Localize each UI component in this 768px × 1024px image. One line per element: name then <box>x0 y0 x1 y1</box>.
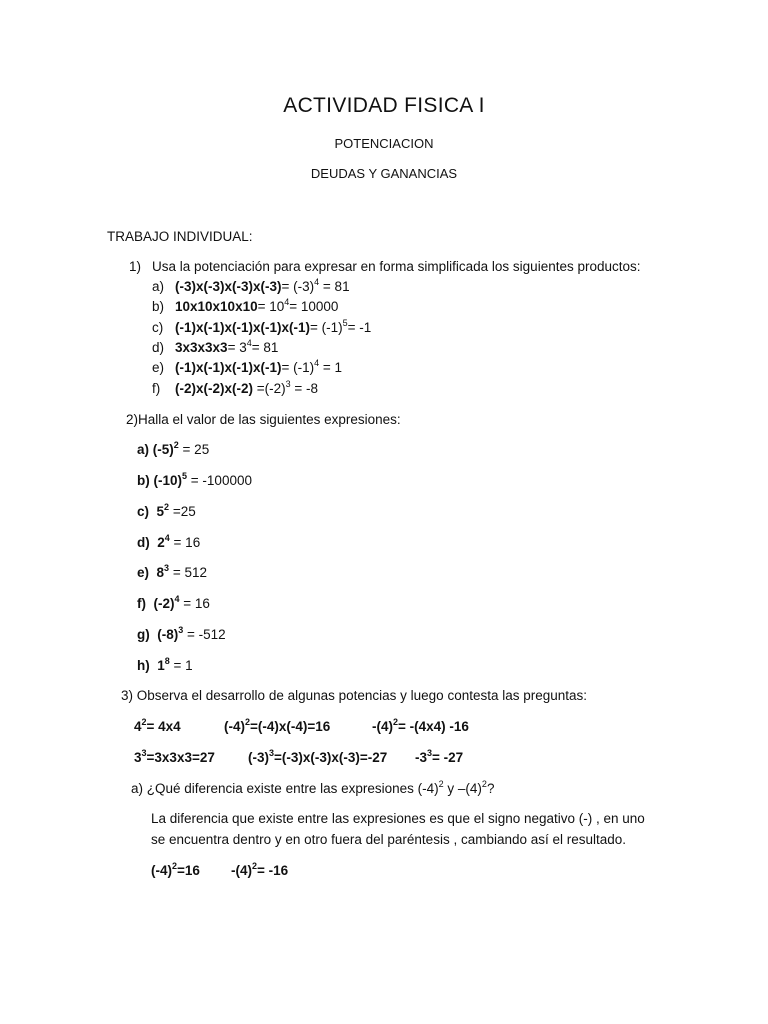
q2-item: g) $(-8)^3 = -512$ <box>137 624 226 642</box>
q3-final-expr: $-(4)^2= -16$ <box>231 860 289 878</box>
q3-row2-expr: $3^3=3x3x3=27$ <box>134 747 215 765</box>
q2-item: e) $8^3 = 512$ <box>137 562 207 580</box>
q1-item: $10x10x10x10= 10^4= 10000$ <box>175 296 339 314</box>
q2-item: d) $2^4 = 16$ <box>137 532 201 550</box>
q2-text: 2)Halla el valor de las siguientes expresiones: <box>126 412 401 427</box>
q2-item: c) $5^2 =25$ <box>137 501 196 519</box>
q3-row1-expr: $4^2= 4x4$ <box>134 716 181 734</box>
q1-item: $3x3x3x3= 3^4= 81$ <box>175 337 279 355</box>
q3-row2-expr: $-3^3= -27$ <box>415 747 464 765</box>
q3-row1-expr: $(-4)^2=(-4)x(-4)=16$ <box>224 716 331 734</box>
q1-item: $(-3)x(-3)x(-3)x(-3)= (-3)^4 = 81$ <box>175 276 350 294</box>
q2-item: f) $(-2)^4 = 16$ <box>137 593 210 611</box>
q3-text: 3) Observa el desarrollo de algunas potencias y luego contesta las preguntas: <box>121 688 588 703</box>
q3-question-a: a) ¿Qué diferencia existe entre las expresiones $(-4)^2$ y $-(4)^2$? <box>131 778 495 796</box>
q1-item: $(-1)x(-1)x(-1)x(-1)x(-1)= (-1)^5= -1$ <box>175 317 372 335</box>
q3-answer-line-1: La diferencia que existe entre las expresiones es que el signo negativo (-) , en uno <box>151 811 645 826</box>
subtitle-potenciacion: POTENCIACION <box>334 136 434 151</box>
q1-item-label: d) <box>152 340 165 355</box>
q3-row2-expr: $(-3)^3=(-3)x(-3)x(-3)=-27$ <box>248 747 388 765</box>
page-title: ACTIVIDAD FISICA I <box>283 94 485 117</box>
q3-answer-line-2: se encuentra dentro y en otro fuera del paréntesis , cambiando así el resultado. <box>151 832 627 847</box>
q1-text: Usa la potenciación para expresar en forma simplificada los siguientes productos: <box>152 259 641 274</box>
q1-item-label: f) <box>152 381 161 396</box>
subtitle-deudas: DEUDAS Y GANANCIAS <box>310 166 458 181</box>
q3-row1-expr: $-(4)^2= -(4x4)$ -16 <box>372 716 469 734</box>
q1-item: $(-1)x(-1)x(-1)x(-1)= (-1)^4 = 1$ <box>175 357 343 375</box>
q2-item: b) $(-10)^5 = -100000$ <box>137 470 252 488</box>
q2-item: h) $1^8 = 1$ <box>137 655 193 673</box>
q1-item-label: c) <box>152 320 164 335</box>
section-label: TRABAJO INDIVIDUAL: <box>107 229 253 244</box>
q1-item-label: a) <box>152 279 165 294</box>
q2-item: a) $(-5)^2 = 25$ <box>137 439 210 457</box>
q3-final-expr: $(-4)^2=16$ <box>151 860 200 878</box>
q1-item-label: e) <box>152 360 165 375</box>
q1-item-label: b) <box>152 299 165 314</box>
q1-item: $(-2)x(-2)x(-2) =(-2)^3 = -8$ <box>175 378 319 396</box>
q1-number: 1) <box>129 259 142 274</box>
